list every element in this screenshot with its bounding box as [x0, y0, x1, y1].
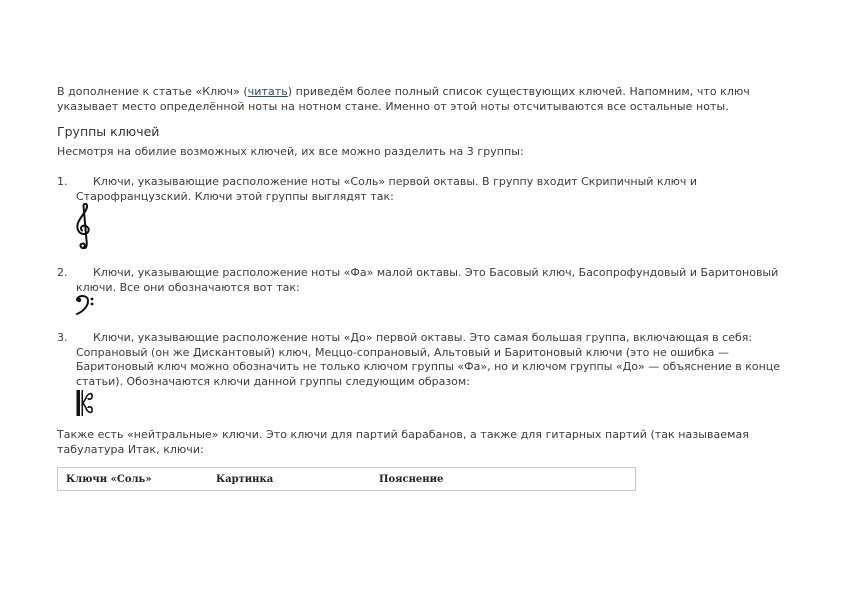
group-3-text-block — [76, 331, 788, 389]
group-1-number: 1. — [57, 175, 68, 188]
read-article-link[interactable]: читать — [247, 85, 288, 98]
lead-paragraph: Несмотря на обилие возможных ключей, их все можно разделить на 3 группы: — [57, 145, 524, 158]
intro-text-end: ) приведём более полный список существующих ключей. Напомним, что ключ указывает место определённой ноты на нотном стане. Именно от этой ноты отсчитываются все остальные ноты. — [57, 85, 750, 113]
group-3-text: Ключи, указывающие расположение ноты «До» первой октавы. Это самая большая группа, включающая в себя: Сопрановый (он же Дискантовый) ключ, Меццо-сопрановый, Альтовый и Баритоновый ключи (это не ошибка — Баритоновый ключ можно обозначить не только ключом группы «Фа», но и ключом группы «До» — объяснение в конце статьи). Обозначаются ключи данной группы следующим образом: — [76, 331, 781, 388]
intro-paragraph — [57, 85, 787, 114]
table-header-cell: Ключи «Соль» — [66, 473, 152, 485]
group-2-text: Ключи, указывающие расположение ноты «Фа» малой октавы. Это Басовый ключ, Басопрофундовый и Баритоновый ключи. Все они обозначаются вот так: — [76, 266, 779, 294]
group-2-text-block — [76, 266, 788, 295]
table-header-cell: Пояснение — [379, 473, 444, 485]
bass-clef-icon — [75, 294, 95, 320]
c-clef-icon — [76, 390, 94, 420]
tail-paragraph: Также есть «нейтральные» ключи. Это ключи для партий барабанов, а также для гитарных партий (так называемая табулатура Итак, ключи: — [57, 428, 749, 456]
group-3-number: 3. — [57, 331, 68, 344]
intro-text-start: В дополнение к статье «Ключ» ( — [57, 85, 248, 98]
treble-clef-icon — [74, 202, 94, 254]
group-1-text: Ключи, указывающие расположение ноты «Соль» первой октавы. В группу входит Скрипичный ключ и Старофранцузский. Ключи этой группы выглядят так: — [76, 175, 698, 203]
group-2-number: 2. — [57, 266, 68, 279]
clefs-table — [57, 467, 636, 491]
table-header-row — [58, 468, 636, 491]
group-1-text-block — [76, 175, 788, 204]
table-header-cell: Картинка — [216, 473, 274, 485]
section-heading: Группы ключей — [57, 124, 160, 139]
